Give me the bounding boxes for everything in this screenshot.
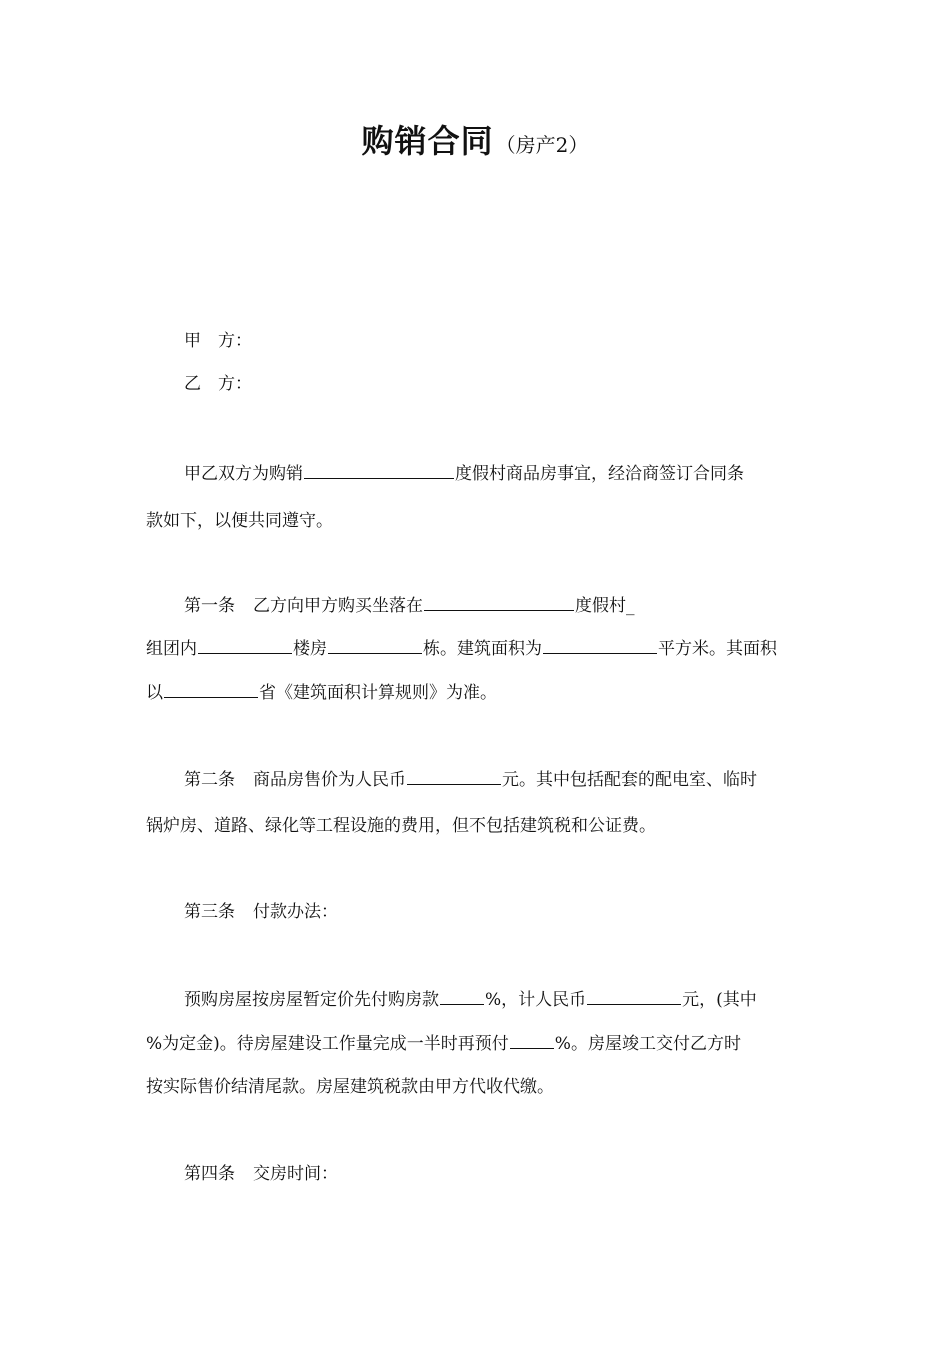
article-4-line xyxy=(184,1163,338,1185)
article-1-heading: 第一条 xyxy=(184,596,235,616)
group-blank[interactable] xyxy=(198,637,292,654)
province-blank[interactable] xyxy=(164,681,258,698)
party-b-line xyxy=(184,373,252,395)
article-3-title: 付款办法： xyxy=(253,902,338,922)
article-2-heading: 第二条 xyxy=(184,770,235,790)
article-1-text: 乙方向甲方购买坐落在 xyxy=(253,596,423,616)
article-2-text: 商品房售价为人民币 xyxy=(253,770,406,790)
article-1-text: 平方米。其面积 xyxy=(658,639,777,659)
article-4-heading: 第四条 xyxy=(184,1164,235,1184)
payment-line-2 xyxy=(146,1032,741,1055)
article-4-title: 交房时间： xyxy=(253,1164,338,1184)
resort-name-blank[interactable] xyxy=(304,462,454,479)
payment-line-1 xyxy=(184,988,757,1011)
article-1-line-3 xyxy=(146,681,497,704)
intro-text: 款如下，以便共同遵守。 xyxy=(146,511,333,531)
down-payment-amount-blank[interactable] xyxy=(587,988,681,1005)
area-blank[interactable] xyxy=(543,637,657,654)
title-sub: （房产2） xyxy=(495,133,589,157)
article-1-text: 组团内 xyxy=(146,639,197,659)
payment-line-3 xyxy=(146,1076,554,1098)
down-payment-percent-blank[interactable] xyxy=(440,988,484,1005)
article-1-line-1 xyxy=(184,594,635,617)
party-a-label: 甲 方： xyxy=(184,331,252,351)
article-1-text: 栋。建筑面积为 xyxy=(423,639,542,659)
building-blank[interactable] xyxy=(328,637,422,654)
article-3-heading: 第三条 xyxy=(184,902,235,922)
payment-text: 元，(其中 xyxy=(682,990,757,1010)
location-blank[interactable] xyxy=(424,594,574,611)
article-1-text: 楼房 xyxy=(293,639,327,659)
article-1-text: 省《建筑面积计算规则》为准。 xyxy=(259,683,497,703)
article-3-line xyxy=(184,901,338,923)
payment-text: %。房屋竣工交付乙方时 xyxy=(554,1034,741,1054)
payment-text: 按实际售价结清尾款。房屋建筑税款由甲方代收代缴。 xyxy=(146,1077,554,1097)
intro-text: 度假村商品房事宜，经洽商签订合同条 xyxy=(455,464,744,484)
party-b-label: 乙 方： xyxy=(184,374,252,394)
intro-line-2 xyxy=(146,510,333,532)
article-1-text: 度假村_ xyxy=(575,596,635,616)
article-2-text: 锅炉房、道路、绿化等工程设施的费用，但不包括建筑税和公证费。 xyxy=(146,816,656,836)
payment-text: %为定金)。待房屋建设工作量完成一半时再预付 xyxy=(146,1034,509,1054)
document-title xyxy=(0,116,950,162)
article-1-text: 以 xyxy=(146,683,163,703)
article-2-line-1 xyxy=(184,768,757,791)
article-1-line-2 xyxy=(146,637,777,660)
payment-text: 预购房屋按房屋暂定价先付购房款 xyxy=(184,990,439,1010)
article-2-text: 元。其中包括配套的配电室、临时 xyxy=(502,770,757,790)
party-a-line xyxy=(184,330,252,352)
title-main: 购销合同 xyxy=(361,122,494,160)
intro-text: 甲乙双方为购销 xyxy=(184,464,303,484)
intro-line-1 xyxy=(184,462,744,485)
payment-text: %，计人民币 xyxy=(485,990,587,1010)
second-payment-percent-blank[interactable] xyxy=(510,1032,554,1049)
article-2-line-2 xyxy=(146,815,656,837)
price-blank[interactable] xyxy=(407,768,501,785)
